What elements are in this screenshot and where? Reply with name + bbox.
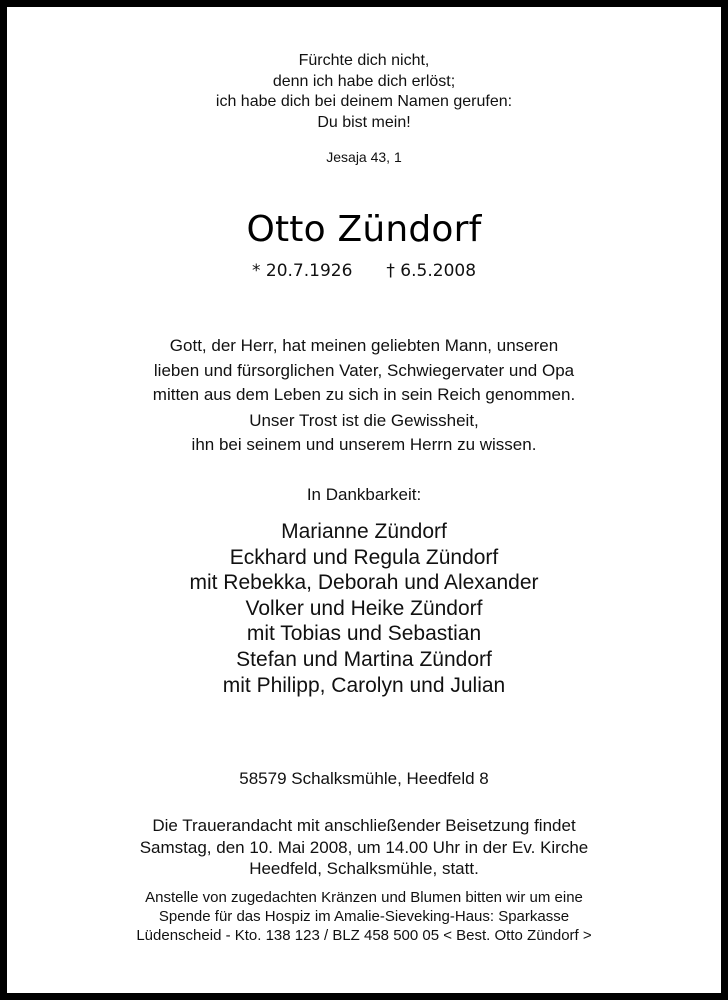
death-date: † 6.5.2008 [386, 261, 477, 281]
family-list [7, 519, 721, 698]
announcement-text [7, 334, 721, 408]
family-member: mit Rebekka, Deborah und Alexander [189, 571, 539, 595]
verse-line: Du bist mein! [317, 113, 411, 131]
announcement-line: lieben und fürsorglichen Vater, Schwiegervater und Opa [153, 360, 575, 380]
birth-date: * 20.7.1926 [251, 261, 353, 281]
family-member: mit Tobias und Sebastian [246, 622, 482, 646]
service-line: Heedfeld, Schalksmühle, statt. [249, 859, 479, 879]
bible-verse [7, 51, 721, 133]
verse-line: Fürchte dich nicht, [298, 52, 430, 69]
verse-reference: Jesaja 43, 1 [326, 149, 402, 165]
family-address: 58579 Schalksmühle, Heedfeld 8 [239, 769, 489, 788]
announcement-line: mitten aus dem Leben zu sich in sein Reich genommen. [152, 385, 576, 404]
donation-info [7, 888, 721, 945]
life-dates [7, 260, 721, 282]
donation-line: Spende für das Hospiz im Amalie-Sieveking-Haus: Sparkasse [158, 908, 570, 925]
announcement-line: Gott, der Herr, hat meinen geliebten Mann, unseren [169, 336, 559, 355]
verse-line: ich habe dich bei deinem Namen gerufen: [215, 93, 513, 110]
family-member: Marianne Zündorf [281, 520, 447, 543]
family-member: Eckhard und Regula Zündorf [229, 545, 499, 569]
thanks-label: In Dankbarkeit: [306, 485, 422, 504]
comfort-text [7, 409, 721, 457]
deceased-name: Otto Zündorf [246, 209, 482, 250]
comfort-line: ihn bei seinem und unserem Herrn zu wissen. [191, 435, 537, 454]
service-info [7, 815, 721, 880]
comfort-line: Unser Trost ist die Gewissheit, [249, 411, 479, 430]
service-line: Die Trauerandacht mit anschließender Beisetzung findet [152, 816, 576, 835]
family-member: mit Philipp, Carolyn und Julian [222, 673, 506, 697]
family-member: Stefan und Martina Zündorf [236, 647, 492, 671]
service-line: Samstag, den 10. Mai 2008, um 14.00 Uhr in der Ev. Kirche [139, 837, 589, 857]
donation-line: Lüdenscheid - Kto. 138 123 / BLZ 458 500 05 < Best. Otto Zündorf > [136, 927, 592, 944]
verse-line: denn ich habe dich erlöst; [272, 72, 456, 90]
family-member: Volker und Heike Zündorf [245, 596, 483, 620]
donation-line: Anstelle von zugedachten Kränzen und Blumen bitten wir um eine [145, 889, 583, 906]
